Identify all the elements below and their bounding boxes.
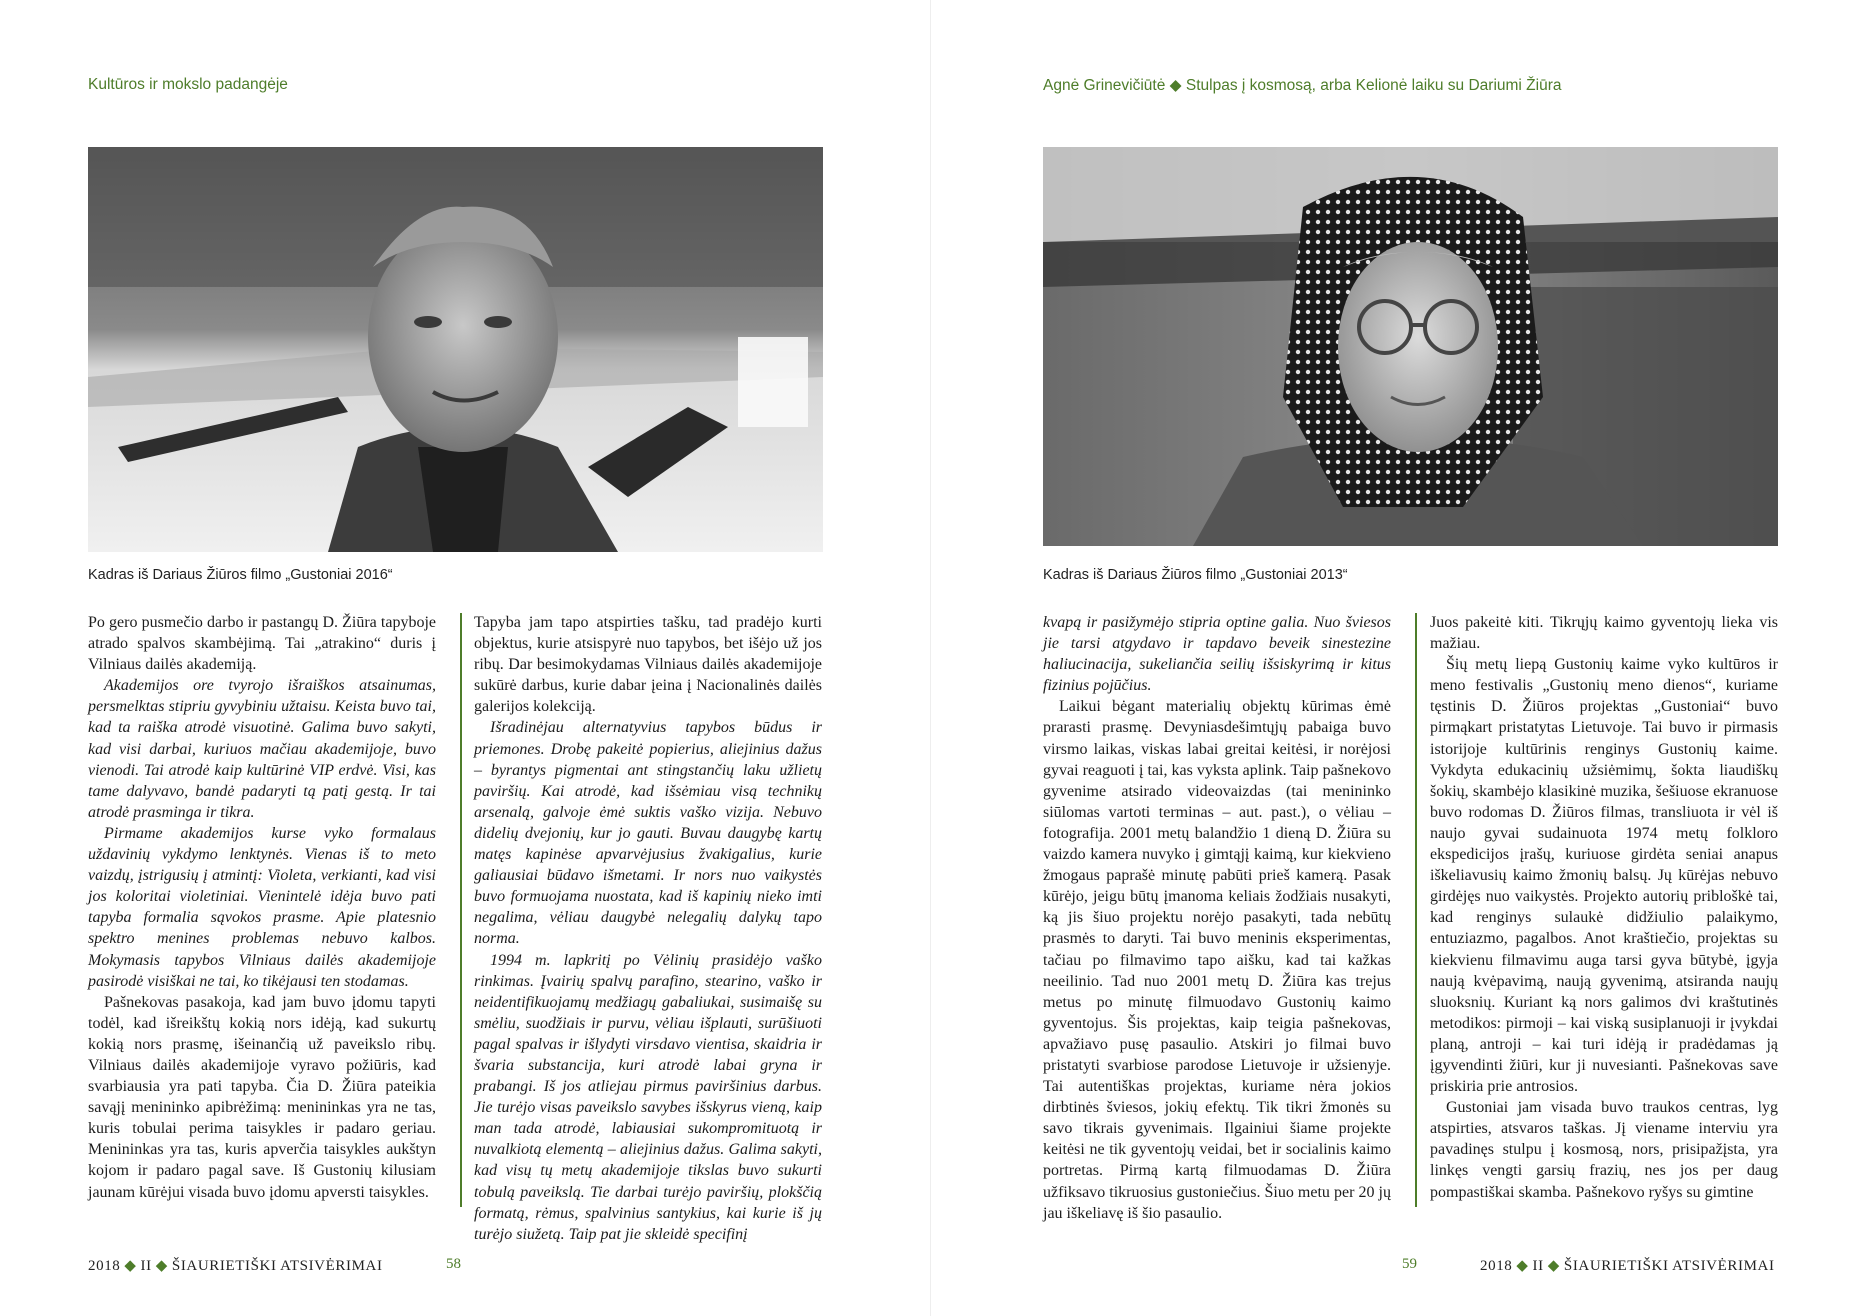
paragraph: Tapyba jam tapo atspirties tašku, tad pradėjo kurti objektus, kurie atsispyrė nuo tapybos, bet išėjo už jos ribų. Dar besimokydamas Vilniaus dailės akademijoje sukūrė darbus, kurie dabar įeina į Nacionalinės dailės galerijos kolekciją. xyxy=(474,614,822,716)
paragraph: Gustoniai jam visada buvo traukos centras, lyg atspirties, atsvaros taškas. Jį viename interviu yra pavadinęs stulpu į kosmosą, nors, prisipažįsta, yra linkęs vengti garsių frazių, nes jos per daug pompastiškai skamba. Pašnekovo ryšys su gimtine xyxy=(1430,1099,1778,1201)
footer-year: 2018 xyxy=(88,1258,121,1274)
footer-title: ŠIAURIETIŠKI ATSIVĖRIMAI xyxy=(1563,1258,1775,1274)
right-running-header xyxy=(1043,76,1562,95)
left-photo xyxy=(88,147,823,552)
paragraph-quote: kvapą ir pasižymėjo stipria optine galia. Nuo šviesos jie tarsi atgydavo ir tapdavo beveik sinestezine haliucinacija, sukeliančia seilių išsiskyrimą ir kitus fizinius pojūčius. xyxy=(1043,614,1391,695)
woman-portrait-image xyxy=(1043,147,1778,546)
footer-issue: II xyxy=(1532,1258,1544,1274)
left-column-2 xyxy=(474,612,822,1243)
paragraph-quote: Akademijos ore tvyrojo išraiškos atsainumas, persmelktas stipriu gyvybiniu užtaisu. Keista buvo tai, kad ta raiška atrodė visuotinė. Galima buvo sakyti, kad visi darbai, kuriuos mačiau akademijoje, buvo vienodi. Tai atrodė kaip kultūrinė VIP erdvė. Visi, kas tame dalyvavo, bandė padaryti tą patį gestą. Ir tai atrodė prasminga ir tikra. xyxy=(88,677,436,821)
left-running-header: Kultūros ir mokslo padangėje xyxy=(88,76,288,93)
separator-diamond-icon: ◆ xyxy=(1169,77,1182,94)
footer-year: 2018 xyxy=(1480,1258,1513,1274)
header-title: Stulpas į kosmosą, arba Kelionė laiku su Dariumi Žiūra xyxy=(1185,77,1562,94)
left-photo-caption: Kadras iš Dariaus Žiūros filmo „Gustoniai 2016“ xyxy=(88,567,393,583)
right-photo xyxy=(1043,147,1778,546)
separator-diamond-icon: ◆ xyxy=(1516,1258,1529,1274)
right-column-1 xyxy=(1043,612,1391,1222)
header-author: Agnė Grinevičiūtė xyxy=(1043,77,1166,94)
left-footer xyxy=(88,1256,383,1275)
separator-diamond-icon: ◆ xyxy=(124,1258,137,1274)
paragraph-quote: 1994 m. lapkritį po Vėlinių prasidėjo vaško rinkimas. Įvairių spalvų parafino, stearino, vaško ir neidentifikuojamų medžiagų gabaliukai, susimaišę su smėliu, suodžiais ir purvu, vėliau išplauti, surūšiuoti pagal spalvas ir išlydyti virsdavo vientisa, skaidria ir švaria substancija, kuri atrodė labai gryna ir prabangi. Iš jos atliejau pirmus paviršinius darbus. Jie turėjo visas paveikslo savybes išskyrus vieną, kaip man tada atrodė, labiausiai sukompromituotą ir nuvalkiotą elementą – aliejinius dažus. Galima sakyti, kad visų tų metų akademijoje tikslas buvo sukurti tobulą paveikslą. Tie darbai turėjo paviršių, plokščią formatą, rėmus, spalvinius santykius, kai kurie iš jų turėjo siužetą. Taip pat jie skleidė specifinį xyxy=(474,951,822,1243)
right-footer xyxy=(1480,1256,1775,1275)
left-page-number: 58 xyxy=(446,1256,461,1272)
footer-issue: II xyxy=(140,1258,152,1274)
left-column-1 xyxy=(88,612,436,1212)
paragraph: Po gero pusmečio darbo ir pastangų D. Žiūra tapyboje atrado spalvos skambėjimą. Tai „atrakino“ duris į Vilniaus dailės akademiją. xyxy=(88,614,436,674)
right-column-rule xyxy=(1415,613,1417,1207)
man-portrait-image xyxy=(88,147,823,552)
paragraph: Laikui bėgant materialių objektų kūrimas ėmė prarasti prasmę. Devyniasdešimtųjų pabaiga buvo virsmo laikas, viskas labai greitai keitėsi, ir norėjosi gyvai reaguoti į tai, kas vyksta aplink. Taip pašnekovo gyvenime atsirado videovaizdas (tai menininko siūlomas vartoti terminas – aut. past.), o vėliau – fotografija. 2001 metų balandžio 1 dieną D. Žiūra su vaizdo kamera nuvyko į gimtąjį kaimą, kur kiekvieno žmogaus paprašė minutę pabūti prieš kamerą. Pasak kūrėjo, jeigu būtų įmanoma keliais žodžiais nusakyti, ką jis šiuo projektu norėjo pasakyti, tada nebūtų prasmės to daryti. Tai buvo meninis eksperimentas, tačiau po filmavimo tapo aišku, kad tai kažkas neeilinio. Tad nuo 2001 metų D. Žiūra kas trejus metus po minutę filmuodavo Gustonių kaimo gyventojus. Šis projektas, kaip teigia pašnekovas, apvažiavo pusę pasaulio. Atskiri jo filmai buvo pristatyti svarbiose parodose Lietuvoje ir užsienyje. Tai autentiškas projektas, kuriame nėra jokios dirbtinės šviesos, jokių efektų. Tik tikri žmonės su savo tikrais gyvenimais. Ilgainiui šiame projekte keitėsi ne tik gyventojų veidai, bet ir socialinis kaimo portretas. Pirmą kartą filmuodamas D. Žiūra užfiksavo tikruosius gustoniečius. Šiuo metu per 20 jų jau iškeliavę iš šio pasaulio. xyxy=(1043,698,1391,1222)
paragraph-quote: Išradinėjau alternatyvius tapybos būdus ir priemones. Drobę pakeitė popierius, aliejinius dažus – byrantys pigmentai ant stingstančių laku užlietų paviršių. Kai atrodė, kad išsėmiau visą technikų arsenalą, galvoje ėmė suktis vaško vizija. Nebuvo didelių dvejonių, kur jo gauti. Buvau daugybę kartų matęs kapinėse apvarvėjusius žvakigalius, kurie galiausiai būdavo išmetami. Ir nors nuo vaikystės buvo formuojama nuostata, kad iš kapinių nieko imti negalima, vėliau daugybė nelegalių dalykų tapo norma. xyxy=(474,719,822,948)
separator-diamond-icon: ◆ xyxy=(1547,1258,1560,1274)
page-gutter xyxy=(930,0,931,1316)
left-column-rule xyxy=(460,613,462,1207)
right-photo-caption: Kadras iš Dariaus Žiūros filmo „Gustoniai 2013“ xyxy=(1043,567,1348,583)
footer-title: ŠIAURIETIŠKI ATSIVĖRIMAI xyxy=(171,1258,383,1274)
separator-diamond-icon: ◆ xyxy=(155,1258,168,1274)
paragraph: Pašnekovas pasakoja, kad jam buvo įdomu tapyti todėl, kad išreikštų kokią nors idėją, kad sukurtų kokią nors prasmę, išeinančią už paveikslo ribų. Vilniaus dailės akademijoje vyravo požiūris, kad svarbiausia yra pati tapyba. Čia D. Žiūra pateikia savąjį menininko apibrėžimą: menininkas yra ne tas, kuris tobulai perima taisykles ir padaro geriau. Menininkas yra tas, kuris apverčia taisykles aukštyn kojom ir padaro pagal save. Iš Gustonių kilusiam jaunam kūrėjui visada buvo įdomu apversti taisykles. xyxy=(88,993,436,1201)
paragraph: Juos pakeitė kiti. Tikrųjų kaimo gyventojų lieka vis mažiau. xyxy=(1430,614,1778,653)
paragraph: Šių metų liepą Gustonių kaime vyko kultūros ir meno festivalis „Gustonių meno dienos“, kuriame tęstinis D. Žiūros projektas „Gustoniai“ buvo pirmąkart pristatytas Lietuvoje. Tai buvo ir pirmasis istorijoje kultūrinis renginys Gustonių kaime. Vykdyta edukacinių užsiėmimų, šokta liaudiškų šokių, skambėjo klasikinė muzika, šešiuose ekranuose buvo rodomas D. Žiūros filmas, transliuota ir vėl iš naujo gyvai sudainuota 1974 metų folkloro ekspedicijos įrašų, kuriuose girdėta seniai anapus iškeliavusių kaimo žmonių balsų. Jų kūrėjas nebuvo girdėjęs nuo vaikystės. Projekto autorių pribloškė tai, kad renginys sulaukė didžiulio palaikymo, entuziazmo, pagalbos. Anot kraštiečio, projektas su kiekvienu filmavimu auga tarsi gyva būtybė, įgyja naują kvėpavimą, naują gyvenimą, atsiranda naujų sluoksnių. Kuriant ką nors galimos dvi kraštutinės metodikos: pirmoji – kai viską susiplanuoji ir įvykdai planą, antroji – kai turi idėją ir pradėdamas ją įgyvendinti žiūri, kur ji nuvesianti. Pašnekovas save priskiria prie antrosios. xyxy=(1430,656,1778,1096)
right-column-2 xyxy=(1430,612,1778,1212)
paragraph-quote: Pirmame akademijos kurse vyko formalaus uždavinių vykdymo lenktynės. Vienas iš to meto vaizdų, įstrigusių į atmintį: Violeta, verkianti, kad visi jos koloritai violetiniai. Vienintelė idėja buvo pati tapyba formalia sąvokos prasme. Apie platesnio spektro menines problemas nebuvo kalbos. Mokymasis tapybos Vilniaus dailės akademijoje pasirodė visiškai ne tai, ko tikėjausi ten stodamas. xyxy=(88,824,436,990)
right-page-number: 59 xyxy=(1402,1256,1417,1272)
